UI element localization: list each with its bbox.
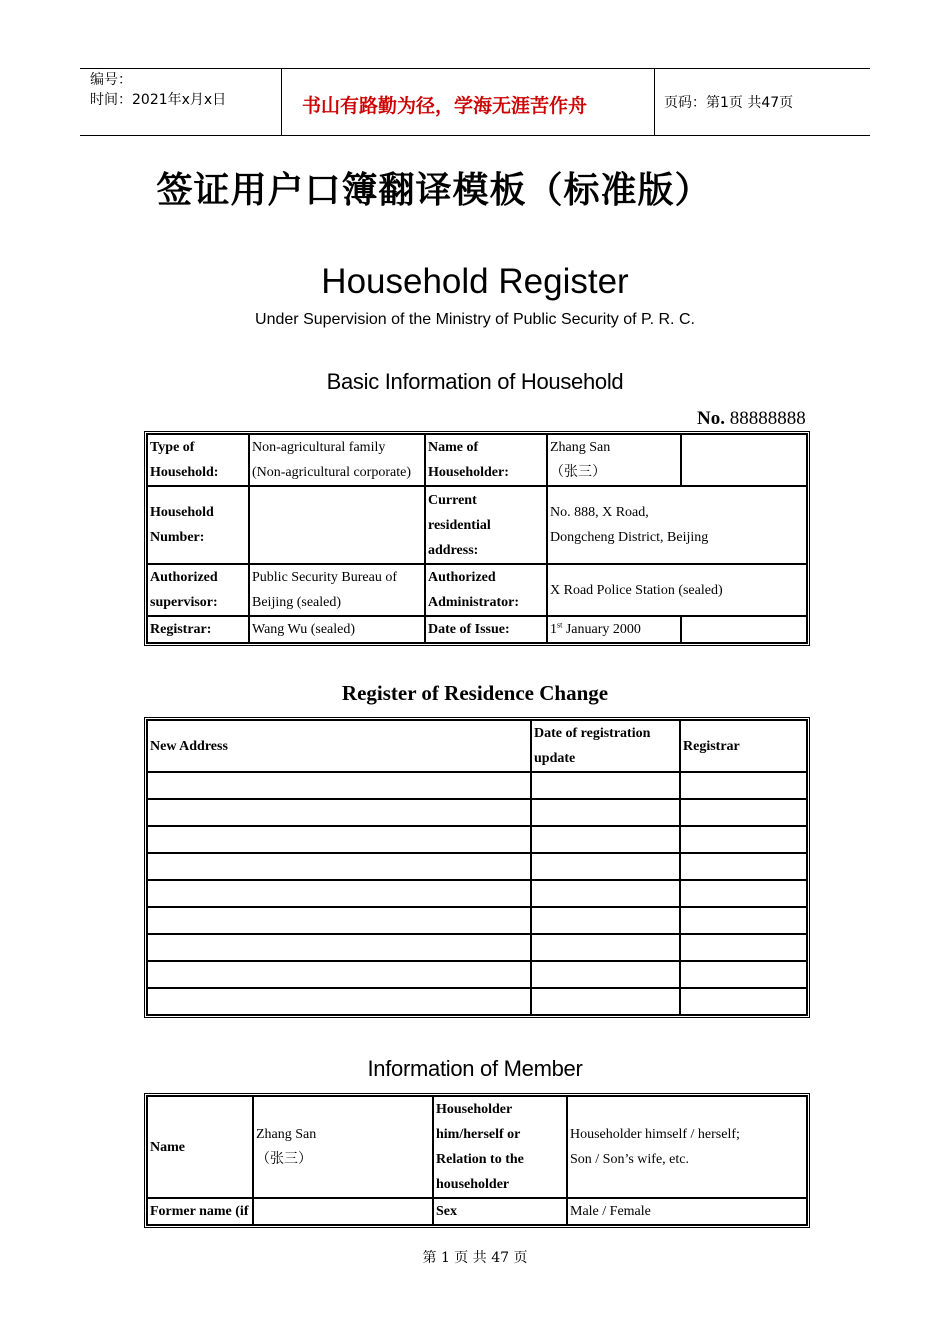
table-row [147, 988, 807, 1015]
table-row [147, 434, 807, 486]
number-value-cell [249, 486, 425, 564]
type-value-cell: Non-agricultural family (Non-agricultural corporate) [249, 434, 425, 486]
blank-cell [531, 853, 680, 880]
blank-cell [147, 934, 531, 961]
table-row [147, 826, 807, 853]
document-title-cn: 签证用户口簿翻译模板（标准版） [156, 170, 712, 211]
blank-cell [531, 826, 680, 853]
header-top-rule [80, 68, 870, 69]
blank-cell [531, 799, 680, 826]
blank-cell [531, 961, 680, 988]
relation-label: Householder him/herself or Relation to the householder [433, 1096, 567, 1198]
document-subtitle: Under Supervision of the Ministry of Public Security of P. R. C. [255, 311, 695, 328]
blank-cell [680, 853, 807, 880]
header-page-code: 页码：第1页 共47页 [664, 95, 794, 111]
header-divider [654, 68, 655, 135]
basic-info-heading: Basic Information of Household [326, 369, 624, 394]
table-row [147, 907, 807, 934]
blank-cell [531, 772, 680, 799]
table-row [147, 616, 807, 643]
page-footer: 第 1 页 共 47 页 [422, 1250, 528, 1266]
sex-label: Sex [433, 1198, 567, 1225]
issue-label-cell: Date of Issue: [425, 616, 547, 643]
member-name-label: Name [147, 1096, 253, 1198]
address-value-cell: No. 888, X Road, Dongcheng District, Beijing [547, 486, 807, 564]
blank-cell [531, 988, 680, 1015]
blank-cell [680, 799, 807, 826]
blank-cell [147, 907, 531, 934]
blank-cell [147, 880, 531, 907]
col-new-address: New Address [147, 720, 531, 772]
blank-cell [147, 772, 531, 799]
no-label: No. [697, 408, 725, 429]
blank-cell [680, 907, 807, 934]
header-motto: 书山有路勤为径，学海无涯苦作舟 [302, 95, 588, 117]
blank-cell [680, 934, 807, 961]
blank-cell [680, 772, 807, 799]
basic-info-table [144, 431, 810, 646]
table-row [147, 720, 807, 772]
administrator-label-cell: Authorized Administrator: [425, 564, 547, 616]
registrar-label-cell: Registrar: [147, 616, 249, 643]
sex-value: Male / Female [567, 1198, 807, 1225]
blank-cell [147, 826, 531, 853]
supervisor-value-cell: Public Security Bureau of Beijing (sealed) [249, 564, 425, 616]
issue-value-cell: 1st January 2000 [547, 616, 681, 643]
residence-change-heading: Register of Residence Change [341, 681, 609, 705]
no-value: 88888888 [729, 408, 806, 429]
relation-value: Householder himself / herself; Son / Son’s wife, etc. [567, 1096, 807, 1198]
blank-cell [680, 826, 807, 853]
header-divider [281, 68, 282, 135]
blank-cell [531, 880, 680, 907]
member-info-table [144, 1093, 810, 1228]
blank-cell [147, 961, 531, 988]
header-bottom-rule [80, 135, 870, 136]
table-row [147, 772, 807, 799]
blank-cell [680, 988, 807, 1015]
header-time: 时间：2021年x月x日 [90, 92, 227, 108]
header-serial: 编号： [90, 72, 132, 88]
table-row [147, 564, 807, 616]
table-row [147, 934, 807, 961]
table-row [147, 486, 807, 564]
household-number-line [697, 408, 806, 430]
table-row [147, 799, 807, 826]
empty-cell [681, 434, 807, 486]
document-title-en: Household Register [321, 262, 629, 301]
blank-cell [531, 934, 680, 961]
col-registrar: Registrar [680, 720, 807, 772]
table-row [147, 880, 807, 907]
name-value-cell: Zhang San （张三） [547, 434, 681, 486]
member-info-heading: Information of Member [367, 1056, 583, 1081]
table-row [147, 1096, 807, 1198]
administrator-value-cell: X Road Police Station (sealed) [547, 564, 807, 616]
registrar-value-cell: Wang Wu (sealed) [249, 616, 425, 643]
address-label-cell: Current residential address: [425, 486, 547, 564]
residence-change-table [144, 717, 810, 1018]
table-row [147, 961, 807, 988]
col-date: Date of registration update [531, 720, 680, 772]
type-label-cell: Type of Household: [147, 434, 249, 486]
blank-cell [147, 799, 531, 826]
blank-cell [531, 907, 680, 934]
empty-cell [681, 616, 807, 643]
table-row [147, 1198, 807, 1225]
blank-cell [680, 961, 807, 988]
blank-cell [680, 880, 807, 907]
former-name-value [253, 1198, 433, 1225]
table-row [147, 853, 807, 880]
blank-cell [147, 853, 531, 880]
member-name-value: Zhang San （张三） [253, 1096, 433, 1198]
number-label-cell: Household Number: [147, 486, 249, 564]
supervisor-label-cell: Authorized supervisor: [147, 564, 249, 616]
name-label-cell: Name of Householder: [425, 434, 547, 486]
blank-cell [147, 988, 531, 1015]
former-name-label: Former name (if [147, 1198, 253, 1225]
